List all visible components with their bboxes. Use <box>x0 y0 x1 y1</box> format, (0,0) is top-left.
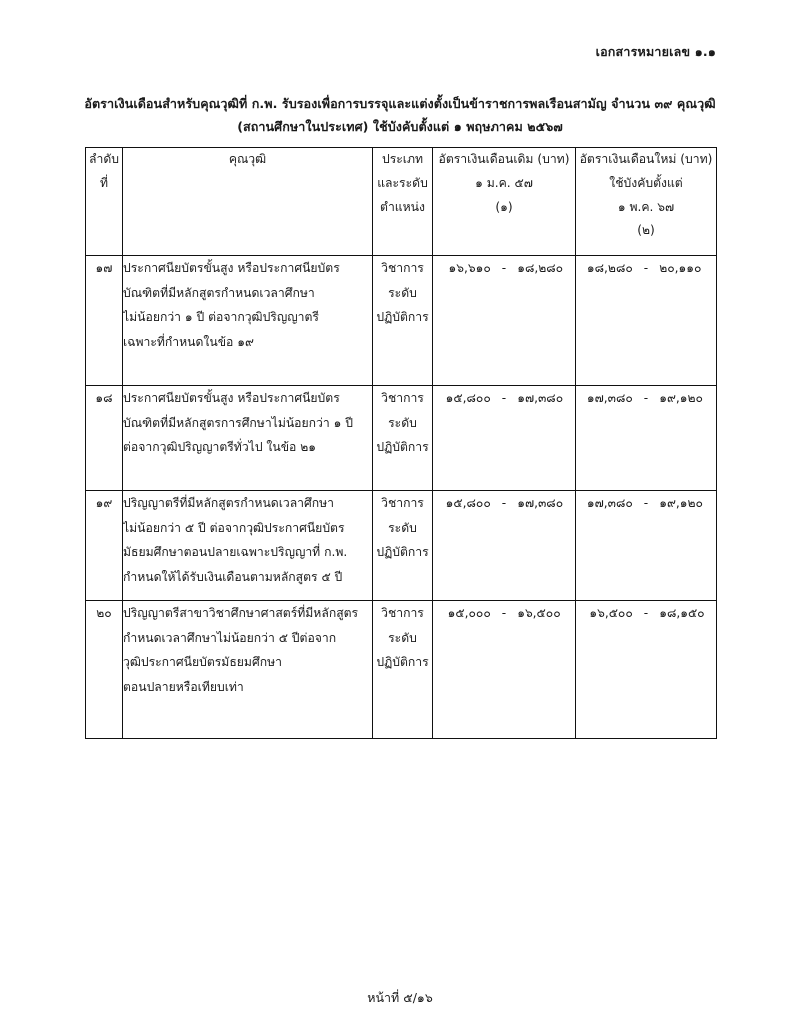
old-rate-from: ๑๕,๘๐๐ <box>445 391 491 405</box>
old-rate-range <box>433 386 575 411</box>
cell-position-type <box>373 386 433 491</box>
old-rate-to: ๑๘,๒๘๐ <box>517 261 564 275</box>
cell-qualification <box>123 491 373 601</box>
range-dash: - <box>643 606 649 620</box>
range-dash: - <box>501 496 507 510</box>
new-rate-from: ๑๗,๓๘๐ <box>586 496 633 510</box>
new-rate-range <box>576 256 716 281</box>
new-rate-to: ๑๙,๑๒๐ <box>659 496 703 510</box>
qualification-line: กำหนดเวลาศึกษาไม่น้อยกว่า ๕ ปีต่อจาก <box>123 630 337 645</box>
cell-new-rate <box>576 256 717 386</box>
position-type-line: วิชาการ <box>381 261 424 275</box>
table-row <box>86 601 717 739</box>
position-type-line: ระดับ <box>388 520 417 535</box>
column-header-sequence-line-2: ที่ <box>99 175 109 190</box>
cell-old-rate <box>433 491 576 601</box>
qualification-line: ประกาศนียบัตรขั้นสูง หรือประกาศนียบัตร <box>123 391 340 405</box>
cell-new-rate <box>576 491 717 601</box>
column-header-old-rate-line-1: อัตราเงินเดือนเดิม (บาท) <box>438 152 570 166</box>
range-dash: - <box>643 261 649 275</box>
position-type-line: วิชาการ <box>381 606 424 620</box>
cell-qualification <box>123 256 373 386</box>
salary-rate-table-container <box>85 147 716 739</box>
qualification-line: ไม่น้อยกว่า ๑ ปี ต่อจากวุฒิปริญญาตรี <box>123 310 319 325</box>
column-header-sequence-line-1: ลำดับ <box>89 152 119 166</box>
new-rate-to: ๑๙,๑๒๐ <box>659 391 703 405</box>
table-row <box>86 256 717 386</box>
range-dash: - <box>501 606 507 620</box>
new-rate-to: ๑๘,๑๕๐ <box>659 606 705 620</box>
cell-position-type <box>373 256 433 386</box>
old-rate-range <box>433 601 575 626</box>
column-header-new-rate-line-3: ๑ พ.ค. ๖๗ <box>617 199 675 214</box>
qualification-line: บัณฑิตที่มีหลักสูตรกำหนดเวลาศึกษา <box>123 285 315 300</box>
column-header-new-rate-line-2: ใช้บังคับตั้งแต่ <box>609 175 683 190</box>
position-type-line: วิชาการ <box>381 496 424 510</box>
cell-qualification <box>123 386 373 491</box>
qualification-line: บัณฑิตที่มีหลักสูตรการศึกษาไม่น้อยกว่า ๑ ปี <box>123 415 353 430</box>
cell-sequence: ๒๐ <box>86 601 123 739</box>
table-header-row <box>86 148 717 256</box>
old-rate-range <box>433 256 575 281</box>
table-header <box>86 148 717 256</box>
column-header-new-rate <box>576 148 717 256</box>
cell-qualification <box>123 601 373 739</box>
new-rate-from: ๑๖,๕๐๐ <box>589 606 633 620</box>
old-rate-to: ๑๖,๕๐๐ <box>517 606 561 620</box>
qualification-line: วุฒิประกาศนียบัตรมัธยมศึกษา <box>123 655 282 670</box>
position-type-line: ระดับ <box>388 285 417 300</box>
table-body <box>86 256 717 739</box>
column-header-sequence <box>86 148 123 256</box>
range-dash: - <box>501 391 507 405</box>
document-reference-label: เอกสารหมายเลข ๑.๑ <box>595 44 716 59</box>
qualification-line: ประกาศนียบัตรขั้นสูง หรือประกาศนียบัตร <box>123 261 340 275</box>
column-header-position-type-line-1: ประเภท <box>381 152 424 166</box>
old-rate-from: ๑๕,๐๐๐ <box>447 606 491 620</box>
position-type-line: ปฏิบัติการ <box>376 310 429 325</box>
position-type-line: ระดับ <box>388 630 417 645</box>
page-title-line-2: (สถานศึกษาในประเทศ) ใช้บังคับตั้งแต่ ๑ พฤษภาคม ๒๕๖๗ <box>237 119 563 135</box>
qualification-line: ปริญญาตรีที่มีหลักสูตรกำหนดเวลาศึกษา <box>123 496 335 510</box>
old-rate-to: ๑๗,๓๘๐ <box>517 391 564 405</box>
qualification-line: ไม่น้อยกว่า ๕ ปี ต่อจากวุฒิประกาศนียบัตร <box>123 520 345 535</box>
page-footer: หน้าที่ ๕/๑๖ <box>367 990 433 1005</box>
table-row <box>86 386 717 491</box>
column-header-position-type-line-3: ตำแหน่ง <box>380 199 425 214</box>
range-dash: - <box>643 496 649 510</box>
position-type-line: ปฏิบัติการ <box>376 440 429 455</box>
cell-old-rate <box>433 256 576 386</box>
qualification-line: ปริญญาตรีสาขาวิชาศึกษาศาสตร์ที่มีหลักสูตร <box>123 606 359 620</box>
column-header-position-type <box>373 148 433 256</box>
column-header-old-rate <box>433 148 576 256</box>
new-rate-range <box>576 386 716 411</box>
new-rate-to: ๒๐,๑๑๐ <box>659 261 702 275</box>
new-rate-range <box>576 601 716 626</box>
new-rate-from: ๑๗,๓๘๐ <box>586 391 633 405</box>
column-header-position-type-line-2: และระดับ <box>377 175 428 190</box>
position-type-line: ปฏิบัติการ <box>376 545 429 560</box>
column-header-new-rate-line-4: (๒) <box>637 223 655 238</box>
qualification-line: กำหนดให้ได้รับเงินเดือนตามหลักสูตร ๕ ปี <box>123 569 343 584</box>
cell-old-rate <box>433 386 576 491</box>
new-rate-from: ๑๘,๒๘๐ <box>586 261 633 275</box>
column-header-new-rate-line-1: อัตราเงินเดือนใหม่ (บาท) <box>579 152 713 166</box>
qualification-line: ตอนปลายหรือเทียบเท่า <box>123 679 244 694</box>
cell-new-rate <box>576 601 717 739</box>
range-dash: - <box>643 391 649 405</box>
table-row <box>86 491 717 601</box>
page-title-line-1: อัตราเงินเดือนสำหรับคุณวุฒิที่ ก.พ. รับรองเพื่อการบรรจุและแต่งตั้งเป็นข้าราชการพลเรือนสามัญ จำนวน ๓๙ คุณวุฒิ <box>84 96 716 111</box>
qualification-line: ต่อจากวุฒิปริญญาตรีทั่วไป ในข้อ ๒๑ <box>123 440 317 455</box>
document-title <box>60 92 740 139</box>
column-header-qualification-line-1: คุณวุฒิ <box>228 152 267 166</box>
position-type-line: ระดับ <box>388 415 417 430</box>
new-rate-range <box>576 491 716 516</box>
column-header-old-rate-line-3: (๑) <box>495 199 513 214</box>
cell-old-rate <box>433 601 576 739</box>
position-type-line: ปฏิบัติการ <box>376 655 429 670</box>
qualification-line: มัธยมศึกษาตอนปลายเฉพาะปริญญาที่ ก.พ. <box>123 545 348 560</box>
cell-sequence: ๑๘ <box>86 386 123 491</box>
cell-sequence: ๑๙ <box>86 491 123 601</box>
old-rate-range <box>433 491 575 516</box>
qualification-line: เฉพาะที่กำหนดในข้อ ๑๙ <box>123 334 254 349</box>
cell-position-type <box>373 601 433 739</box>
cell-new-rate <box>576 386 717 491</box>
cell-sequence: ๑๗ <box>86 256 123 386</box>
position-type-line: วิชาการ <box>381 391 424 405</box>
old-rate-from: ๑๕,๘๐๐ <box>445 496 491 510</box>
cell-position-type <box>373 491 433 601</box>
column-header-old-rate-line-2: ๑ ม.ค. ๕๗ <box>475 175 533 190</box>
column-header-qualification <box>123 148 373 256</box>
salary-rate-table <box>85 147 717 739</box>
old-rate-to: ๑๗,๓๘๐ <box>517 496 564 510</box>
old-rate-from: ๑๖,๖๑๐ <box>448 261 491 275</box>
range-dash: - <box>501 261 507 275</box>
